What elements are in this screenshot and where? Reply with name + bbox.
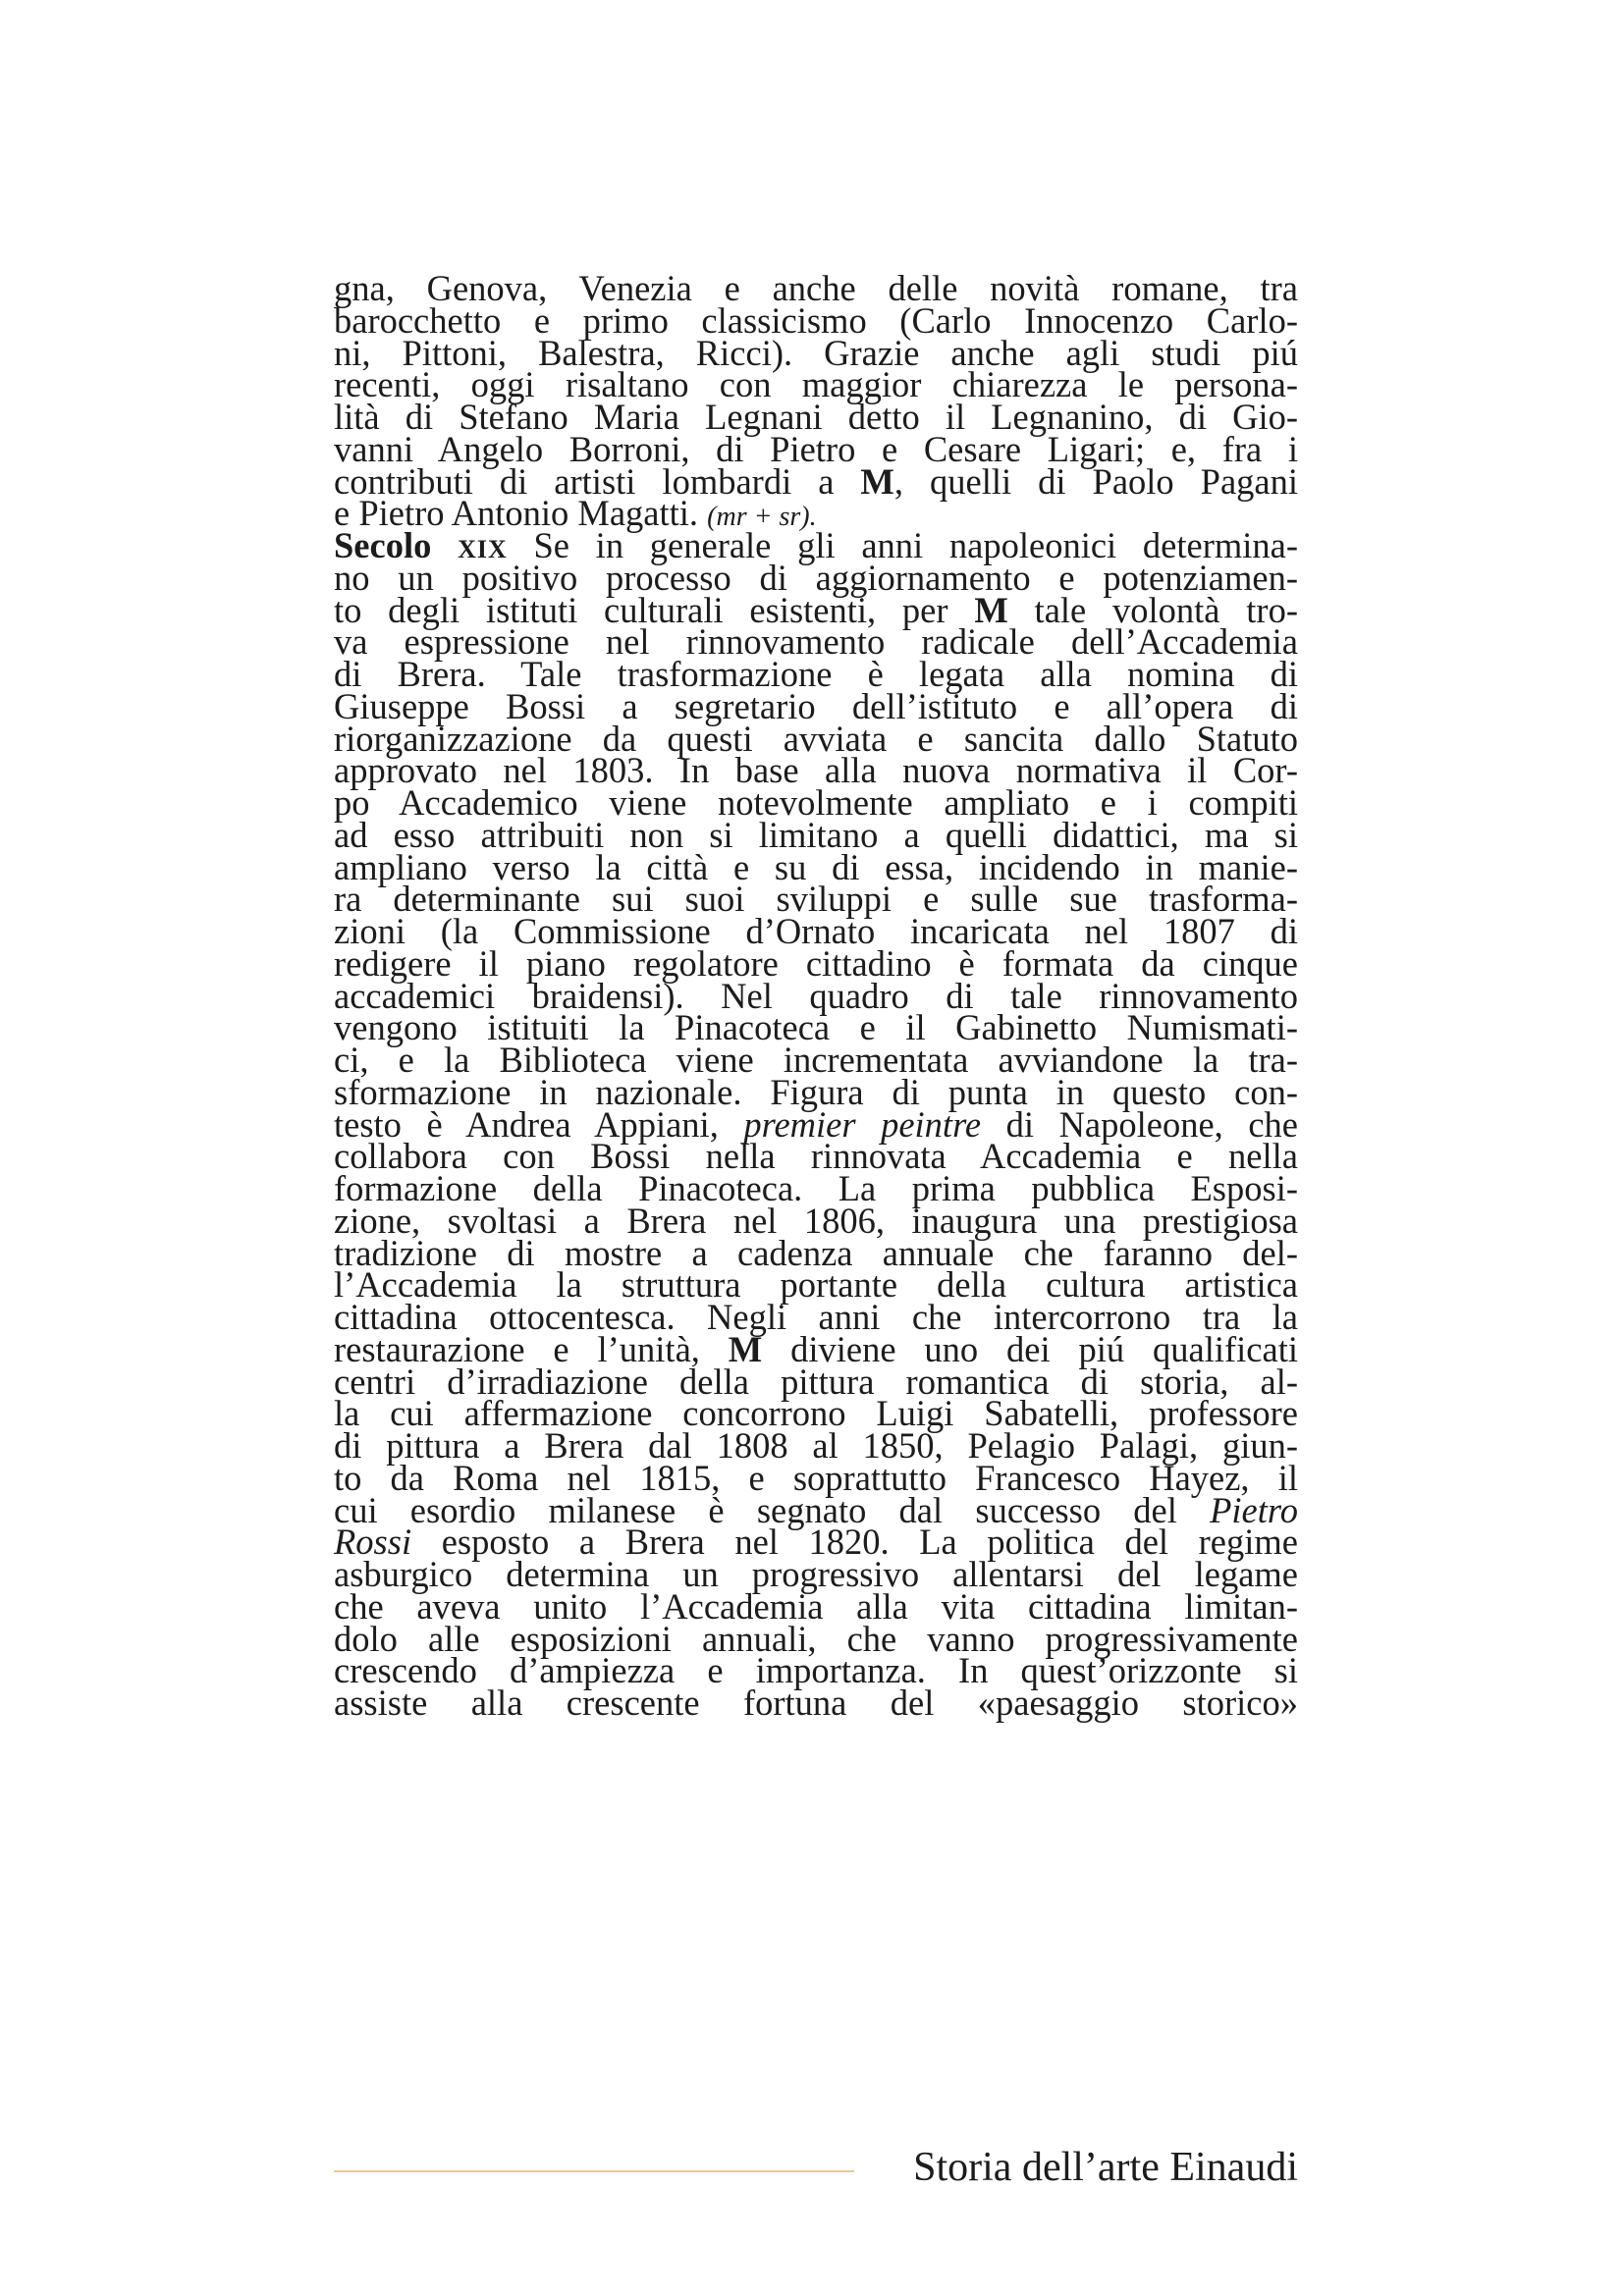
text-run: ra determinante sui suoi sviluppi e sulle sue trasforma- xyxy=(334,879,1298,920)
text-run: vanni Angelo Borroni, di Pietro e Cesare Ligari; e, fra i xyxy=(334,428,1298,469)
text-run: Pietro xyxy=(1210,1489,1298,1530)
text-run: contributi di artisti lombardi a xyxy=(334,460,861,502)
text-run: barocchetto e primo classicismo (Carlo Innocenzo Carlo- xyxy=(334,299,1298,341)
text-run: M xyxy=(728,1328,763,1369)
text-run: recenti, oggi risaltano con maggior chiarezza le persona- xyxy=(334,364,1298,405)
text-run: diviene uno dei piú qualificati xyxy=(762,1328,1298,1369)
text-run: lità di Stefano Maria Legnani detto il Legnanino, di Gio- xyxy=(334,397,1298,437)
text-run: formazione della Pinacoteca. La prima pubblica Esposi- xyxy=(334,1168,1298,1208)
body-text xyxy=(334,268,1298,1723)
text-run: XIX xyxy=(458,535,508,563)
text-run: po Accademico viene notevolmente ampliato e i compiti xyxy=(334,782,1298,823)
text-run: zioni (la Commissione d’Ornato incaricata nel 1807 di xyxy=(334,911,1298,951)
text-run: premier peintre xyxy=(743,1103,982,1145)
text-run: to da Roma nel 1815, e soprattutto Francesco Hayez, il xyxy=(334,1457,1298,1498)
text-run: l’Accademia la struttura portante della cultura artistica xyxy=(334,1264,1298,1306)
text-run: assiste alla crescente fortuna del «paesaggio storico» xyxy=(334,1682,1298,1723)
text-run: che aveva unito l’Accademia alla vita cittadina limitan- xyxy=(334,1585,1298,1627)
text-run: cui esordio milanese è segnato dal successo del xyxy=(334,1489,1211,1530)
text-run: di Napoleone, che xyxy=(981,1103,1298,1145)
text-run: dolo alle esposizioni annuali, che vanno progressivamente xyxy=(334,1618,1298,1659)
text-run: tale volontà tro- xyxy=(1007,589,1298,630)
text-run: accademici braidensi). Nel quadro di tale rinnovamento xyxy=(334,975,1298,1016)
text-run: ampliano verso la città e su di essa, incidendo in manie- xyxy=(334,846,1298,887)
text-run: asburgico determina un progressivo allentarsi del legame xyxy=(334,1554,1298,1594)
text-run: Giuseppe Bossi a segretario dell’istituto e all’opera di xyxy=(334,685,1298,726)
footer-rule xyxy=(334,2170,854,2172)
text-run: sformazione in nazionale. Figura di punta in questo con- xyxy=(334,1071,1298,1112)
text-run: to degli istituti culturali esistenti, per xyxy=(334,589,975,630)
text-run: ad esso attribuiti non si limitano a quelli didattici, ma si xyxy=(334,814,1298,855)
text-run: ni, Pittoni, Balestra, Ricci). Grazie anche agli studi piú xyxy=(334,332,1298,373)
text-run: M xyxy=(860,460,894,502)
text-run: la cui affermazione concorrono Luigi Sabatelli, professore xyxy=(334,1393,1298,1434)
text-run: e Pietro Antonio Magatti. xyxy=(334,493,708,534)
text-run: no un positivo processo di aggiornamento e potenziamen- xyxy=(334,557,1298,598)
text-run: va espressione nel rinnovamento radicale dell’Accademia xyxy=(334,621,1298,663)
text-run: Secolo xyxy=(334,525,459,565)
text-run: Se in generale gli anni napoleonici determina- xyxy=(507,525,1298,565)
text-run: vengono istituiti la Pinacoteca e il Gabinetto Numismati- xyxy=(334,1007,1298,1048)
text-run: redigere il piano regolatore cittadino è formata da cinque xyxy=(334,942,1298,984)
text-run: gna, Genova, Venezia e anche delle novità romane, tra xyxy=(334,268,1298,308)
text-run: approvato nel 1803. In base alla nuova normativa il Cor- xyxy=(334,750,1298,791)
text-run: crescendo d’ampiezza e importanza. In quest’orizzonte si xyxy=(334,1650,1298,1691)
text-run: tradizione di mostre a cadenza annuale che faranno del- xyxy=(334,1232,1298,1273)
text-run: di pittura a Brera dal 1808 al 1850, Pelagio Palagi, giun- xyxy=(334,1425,1298,1466)
text-run: restaurazione e l’unità, xyxy=(334,1328,729,1369)
text-run: cittadina ottocentesca. Negli anni che intercorrono tra la xyxy=(334,1297,1298,1337)
text-run: centri d’irradiazione della pittura romantica di storia, al- xyxy=(334,1361,1298,1402)
text-line xyxy=(334,1682,1298,1723)
footer-title: Storia dell’arte Einaudi xyxy=(913,2145,1298,2190)
text-run: zione, svoltasi a Brera nel 1806, inaugura una prestigiosa xyxy=(334,1200,1298,1241)
text-run: esposto a Brera nel 1820. La politica del regime xyxy=(411,1522,1298,1563)
text-run: collabora con Bossi nella rinnovata Accademia e nella xyxy=(334,1136,1298,1177)
text-run: ci, e la Biblioteca viene incrementata avviandone la tra- xyxy=(334,1040,1298,1080)
text-run: (mr + sr). xyxy=(707,502,817,533)
text-run: Rossi xyxy=(334,1522,412,1563)
page-footer xyxy=(334,2145,1298,2190)
text-run: M xyxy=(974,589,1008,630)
text-run: di Brera. Tale trasformazione è legata alla nomina di xyxy=(334,654,1298,694)
text-run: riorganizzazione da questi avviata e sancita dallo Statuto xyxy=(334,718,1298,759)
text-run: testo è Andrea Appiani, xyxy=(334,1103,744,1145)
text-run: , quelli di Paolo Pagani xyxy=(893,460,1298,502)
